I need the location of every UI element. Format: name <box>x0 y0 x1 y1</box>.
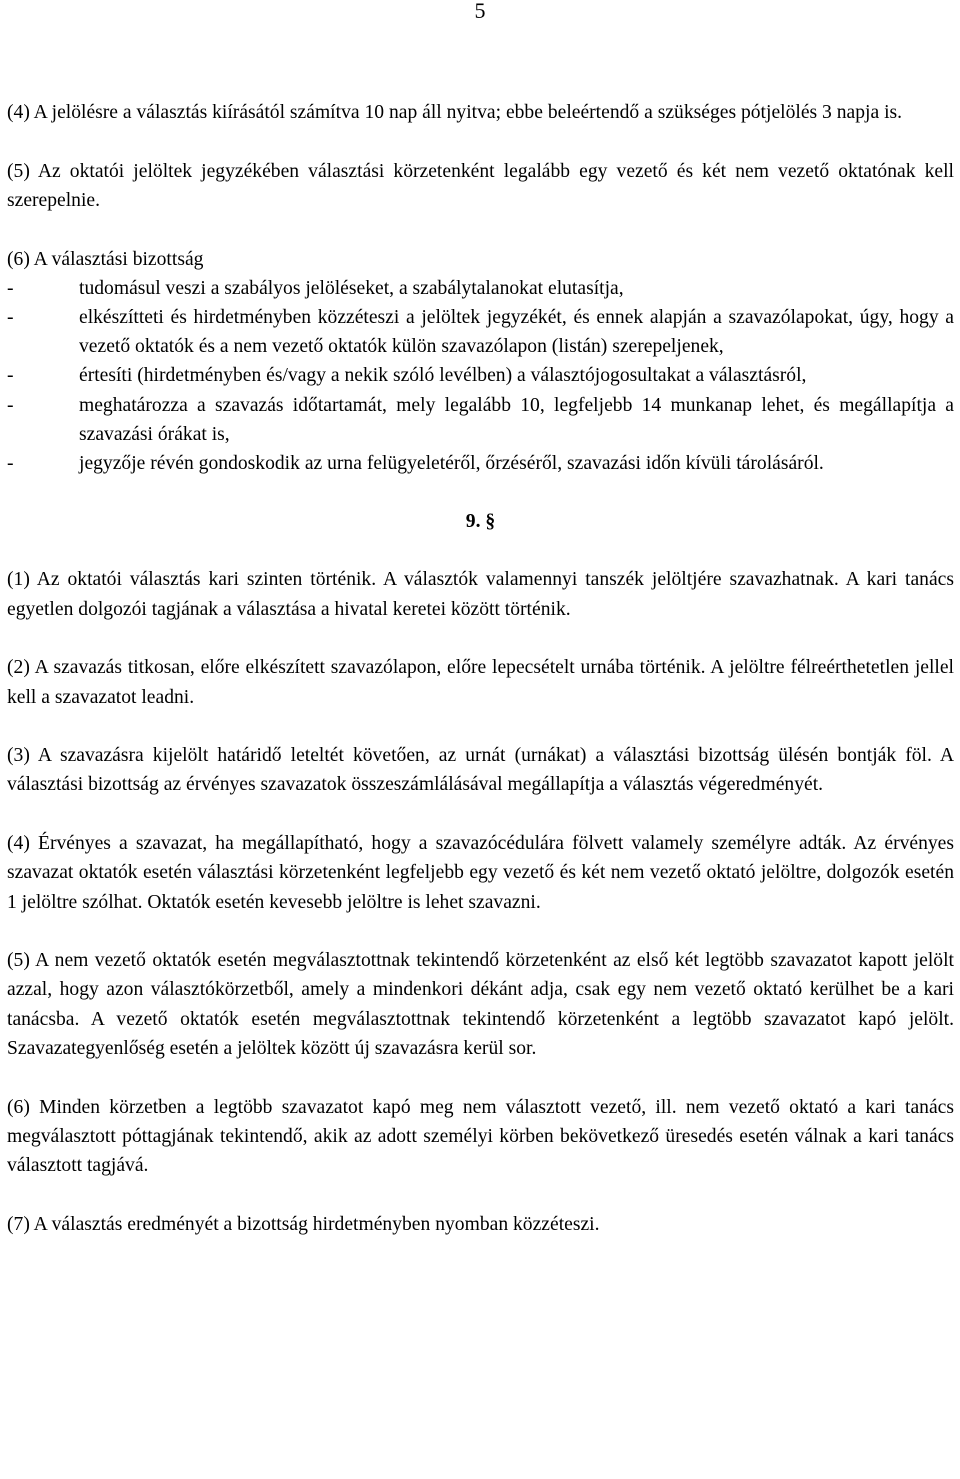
paragraph-1-faculty-level: (1) Az oktatói választás kari szinten történik. A választók valamennyi tanszék jelöltjére szavazhatnak. A kari tanács egyetlen dolgozói tagjának a választása a hivatal keretei között történik. <box>7 569 954 620</box>
paragraph-7-results-announcement: (7) A választás eredményét a bizottság hirdetményben nyomban közzéteszi. <box>7 1213 600 1235</box>
paragraph-5-candidate-list: (5) Az oktatói jelöltek jegyzékében választási körzetenként legalább egy vezető és két nem vezető oktatónak kell szerepelnie. <box>7 160 954 211</box>
list-item <box>7 361 954 390</box>
paragraph-3-ballot-opening: (3) A szavazásra kijelölt határidő leteltét követően, az urnát (urnákat) a választási bizottság ülésén bontják föl. A választási bizottság az érvényes szavazatok összeszámlálásával megállapítja a választás végeredményét. <box>7 745 954 796</box>
section-heading: 9. § <box>465 511 496 533</box>
list-item-text: jegyzője révén gondoskodik az urna felügyeletéről, őrzéséről, szavazási időn kívüli tárolásáról. <box>79 453 824 475</box>
dash-marker: - <box>7 365 14 387</box>
dash-marker: - <box>7 453 14 475</box>
document-body <box>7 98 954 1239</box>
list-item <box>7 274 954 303</box>
paragraph-6-intro: (6) A választási bizottság <box>7 248 204 270</box>
paragraph-5-elected-members: (5) A nem vezető oktatók esetén megválasztottnak tekintendő körzetenként az első két legtöbb szavazatot kapott jelölt azzal, hogy azon választókörzetből, amely a mindenkori dékánt adja, csak egy nem vezető oktató kerülhet be a kari tanácsba. A vezető oktatók esetén megválasztottnak tekintendő körzetenként a legtöbb szavazatot kapó jelölt. Szavazategyenlőség esetén a jelöltek között új szavazásra kerül sor. <box>7 950 954 1059</box>
list-item-text: tudomásul veszi a szabályos jelöléseket, a szabálytalanokat elutasítja, <box>79 277 624 299</box>
list-item-text: meghatározza a szavazás időtartamát, mely legalább 10, legfeljebb 14 munkanap lehet, és megállapítja a szavazási órákat is, <box>79 394 954 445</box>
dash-marker: - <box>7 307 14 329</box>
list-item <box>7 303 954 361</box>
paragraph-2-secret-ballot: (2) A szavazás titkosan, előre elkészített szavazólapon, előre lepecsételt urnába történik. A jelöltre félreérthetetlen jellel kell a szavazatot leadni. <box>7 657 954 708</box>
paragraph-4-nomination-period: (4) A jelölésre a választás kiírásától számítva 10 nap áll nyitva; ebbe beleértendő a szükséges pótjelölés 3 napja is. <box>7 102 903 123</box>
election-committee-duties-list <box>7 274 954 478</box>
paragraph-4-valid-vote: (4) Érvényes a szavazat, ha megállapítható, hogy a szavazócédulára fölvett valamely személyre adták. Az érvényes szavazat oktatók esetén választási körzetenként legfeljebb egy vezető és két nem vezető oktató jelöltre, dolgozók esetén 1 jelöltre szólhat. Oktatók esetén kevesebb jelöltre is lehet szavazni. <box>7 833 954 913</box>
paragraph-6-substitute-members: (6) Minden körzetben a legtöbb szavazatot kapó meg nem választott vezető, ill. nem vezető oktató a kari tanács megválasztott póttagjának tekintendő, akik az adott személyi körben bekövetkező üresedés esetén válnak a kari tanács választott tagjává. <box>7 1096 954 1176</box>
dash-marker: - <box>7 277 14 299</box>
page-number: 5 <box>474 0 486 23</box>
list-item-text: elkészítteti és hirdetményben közzéteszi a jelöltek jegyzékét, és ennek alapján a szavazólapokat, úgy, hogy a vezető oktatók és a nem vezető oktatók külön szavazólapon (listán) szerepeljenek, <box>79 307 954 358</box>
dash-marker: - <box>7 394 14 416</box>
list-item-text: értesíti (hirdetményben és/vagy a nekik szóló levélben) a választójogosultakat a választásról, <box>79 365 807 387</box>
list-item <box>7 449 954 478</box>
list-item <box>7 391 954 449</box>
